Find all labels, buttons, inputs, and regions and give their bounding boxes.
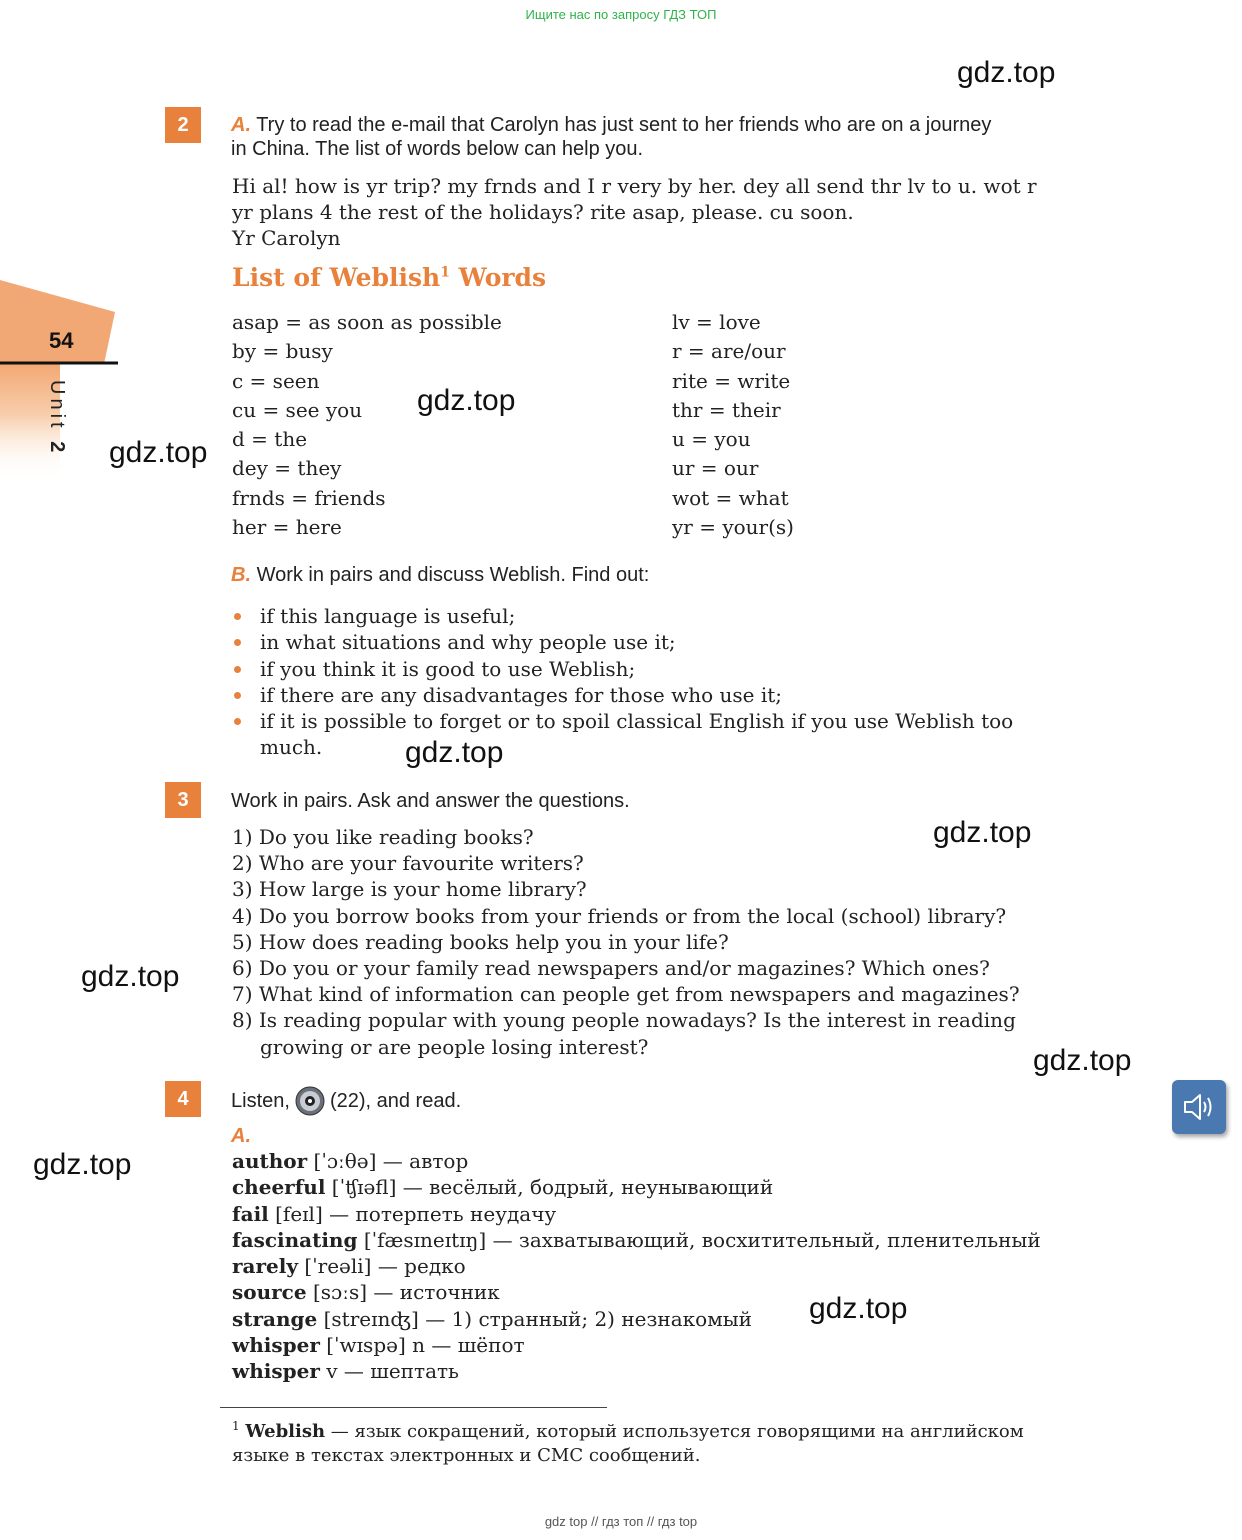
- vocab-word: author: [232, 1149, 308, 1173]
- question-item: 8) Is reading popular with young people nowadays? Is the interest in reading: [232, 1008, 1016, 1033]
- weblish-word: by = busy: [232, 339, 333, 364]
- email-line: yr plans 4 the rest of the holidays? rite asap, please. cu soon.: [232, 200, 854, 224]
- vocab-word: whisper: [232, 1359, 320, 1384]
- bullet-dot: [234, 613, 241, 620]
- weblish-word: lv = love: [672, 310, 761, 334]
- question-item: 5) How does reading books help you in your life?: [232, 929, 729, 954]
- vocab-item: [232, 1227, 1112, 1253]
- list-title-text: List of Weblish: [232, 263, 441, 292]
- weblish-word: dey = they: [232, 456, 342, 481]
- unit-word: Unit: [46, 380, 68, 432]
- bullet-dot: [234, 692, 241, 699]
- bullet-text: much.: [260, 735, 323, 760]
- ex2-a-letter: A.: [231, 114, 251, 136]
- ex4-track-text: (22), and read.: [329, 1090, 462, 1112]
- unit-number: 2: [46, 441, 68, 457]
- vocab-item: [232, 1358, 1112, 1384]
- question-item: 3) How large is your home library?: [232, 877, 587, 902]
- exercise-number-3: 3: [165, 782, 201, 818]
- vocab-definition: [ˈʧɪəfl] — весёлый, бодрый, неунывающий: [325, 1175, 774, 1200]
- discussion-bullets: [232, 603, 1092, 761]
- ex2-b-letter: B.: [231, 564, 251, 586]
- vocab-word: strange: [232, 1306, 318, 1331]
- vocab-item: [232, 1148, 1112, 1174]
- list-title-end: Words: [449, 263, 547, 292]
- watermark: gdz.top: [1033, 1044, 1132, 1077]
- watermark: gdz.top: [809, 1292, 908, 1325]
- weblish-word: r = are/our: [672, 339, 786, 364]
- bullet-text: if you think it is good to use Weblish;: [260, 656, 636, 681]
- watermark: gdz.top: [405, 736, 504, 769]
- email-text: [232, 173, 1092, 251]
- bullet-item: [232, 603, 1092, 629]
- watermark: gdz.top: [33, 1148, 132, 1181]
- page-number: 54: [49, 328, 74, 353]
- weblish-word: thr = their: [672, 397, 781, 422]
- bullet-text: if this language is useful;: [260, 604, 516, 628]
- top-banner[interactable]: Ищите нас по запросу ГДЗ ТОП: [525, 7, 717, 22]
- ex3-instruction: Work in pairs. Ask and answer the questions.: [231, 790, 630, 812]
- unit-label: [44, 380, 70, 480]
- footnote-ref: 1: [440, 264, 450, 281]
- watermark: gdz.top: [933, 816, 1032, 849]
- question-continuation: growing or are people losing interest?: [260, 1034, 649, 1059]
- ex4-listen-text: Listen,: [231, 1090, 290, 1112]
- question-list: [232, 824, 1092, 1060]
- bullet-dot: [234, 666, 241, 673]
- vocab-word: whisper: [232, 1333, 320, 1358]
- vocab-definition: [feɪl] — потерпеть неудачу: [268, 1201, 557, 1226]
- vocab-word: rarely: [232, 1254, 298, 1279]
- weblish-left-column: [232, 308, 632, 542]
- watermark: gdz.top: [957, 56, 1056, 89]
- weblish-list-title: [232, 263, 546, 292]
- footer-links[interactable]: gdz top // гдз топ // гдз top: [544, 1514, 698, 1529]
- question-item: 7) What kind of information can people get from newspapers and magazines?: [232, 982, 1020, 1007]
- weblish-word: c = seen: [232, 368, 320, 393]
- weblish-word: cu = see you: [232, 397, 363, 422]
- bullet-item: [232, 682, 1092, 708]
- weblish-word: d = the: [232, 427, 308, 452]
- weblish-word: frnds = friends: [232, 485, 386, 510]
- vocab-definition: [ˈwɪspə] n — шёпот: [319, 1333, 525, 1358]
- bullet-text: in what situations and why people use it;: [260, 630, 676, 655]
- vocab-word: source: [232, 1280, 307, 1305]
- bullet-item: [232, 656, 1092, 682]
- cd-disc-icon[interactable]: [295, 1086, 325, 1116]
- audio-play-button[interactable]: [1172, 1080, 1226, 1134]
- question-item: 4) Do you borrow books from your friends or from the local (school) library?: [232, 903, 1007, 928]
- bullet-item: [232, 629, 1092, 655]
- footnote-mark: 1: [232, 1419, 240, 1433]
- footnote-divider: [220, 1407, 607, 1408]
- ex2-a-line2: in China. The list of words below can help you.: [231, 138, 644, 160]
- ex4-a-letter-text: A.: [231, 1125, 251, 1147]
- vocabulary-list: [232, 1148, 1112, 1385]
- footnote-term: Weblish: [245, 1421, 326, 1442]
- vocab-word: fascinating: [232, 1227, 358, 1252]
- vocab-item: [232, 1279, 1112, 1305]
- vocab-word: fail: [232, 1201, 269, 1226]
- vocab-definition: v — шептать: [319, 1359, 459, 1384]
- vocab-item: [232, 1332, 1112, 1358]
- vocab-definition: [ˈreəli] — редко: [297, 1254, 466, 1279]
- speaker-icon: [1182, 1092, 1216, 1122]
- weblish-word: asap = as soon as possible: [232, 310, 502, 334]
- watermark: gdz.top: [417, 384, 516, 417]
- watermark: gdz.top: [81, 960, 180, 993]
- weblish-word: wot = what: [672, 485, 789, 510]
- footnote: [232, 1414, 1112, 1468]
- bullet-dot: [234, 718, 241, 725]
- weblish-word: u = you: [672, 427, 751, 452]
- bullet-item: [232, 708, 1092, 734]
- weblish-right-column: [672, 308, 1072, 542]
- ex4-instruction: [231, 1086, 461, 1116]
- ex4-a-letter: [231, 1124, 251, 1148]
- bullet-dot: [234, 639, 241, 646]
- ex2-a-instruction: [231, 113, 1091, 161]
- footnote-text: языке в текстах электронных и СМС сообщений.: [232, 1445, 701, 1466]
- weblish-word: ur = our: [672, 456, 759, 481]
- exercise-number-4: 4: [165, 1081, 201, 1117]
- vocab-item: [232, 1253, 1112, 1279]
- question-item: 1) Do you like reading books?: [232, 825, 534, 849]
- watermark: gdz.top: [109, 436, 208, 469]
- email-signature: Yr Carolyn: [232, 226, 341, 250]
- vocab-definition: [streɪnʤ] — 1) странный; 2) незнакомый: [317, 1306, 753, 1331]
- vocab-item: [232, 1174, 1112, 1200]
- ex2-b-text: Work in pairs and discuss Weblish. Find out:: [256, 564, 650, 586]
- email-line: Hi al! how is yr trip? my frnds and I r very by her. dey all send thr lv to u. wot r: [232, 174, 1037, 198]
- vocab-definition: [ˈfæsɪneɪtɪŋ] — захватывающий, восхитительный, пленительный: [357, 1227, 1041, 1252]
- weblish-word: yr = your(s): [672, 515, 794, 540]
- exercise-number-2: 2: [165, 107, 201, 143]
- bullet-text: if there are any disadvantages for those who use it;: [260, 682, 783, 707]
- bullet-text: if it is possible to forget or to spoil classical English if you use Weblish too: [260, 709, 1014, 734]
- bullet-continuation: [232, 734, 1092, 760]
- question-item: 2) Who are your favourite writers?: [232, 851, 584, 876]
- weblish-word: her = here: [232, 515, 342, 540]
- ex2-b-instruction: [231, 563, 649, 587]
- vocab-item: [232, 1306, 1112, 1332]
- weblish-word: rite = write: [672, 368, 791, 393]
- ex2-a-line1: Try to read the e-mail that Carolyn has just sent to her friends who are on a journey: [256, 114, 992, 136]
- question-item: 6) Do you or your family read newspapers and/or magazines? Which ones?: [232, 956, 990, 981]
- vocab-definition: [sɔːs] — источник: [306, 1280, 500, 1305]
- vocab-item: [232, 1201, 1112, 1227]
- footnote-text: — язык сокращений, который используется говорящими на английском: [325, 1421, 1024, 1442]
- vocab-word: cheerful: [232, 1175, 326, 1200]
- vocab-definition: [ˈɔːθə] — автор: [307, 1149, 469, 1173]
